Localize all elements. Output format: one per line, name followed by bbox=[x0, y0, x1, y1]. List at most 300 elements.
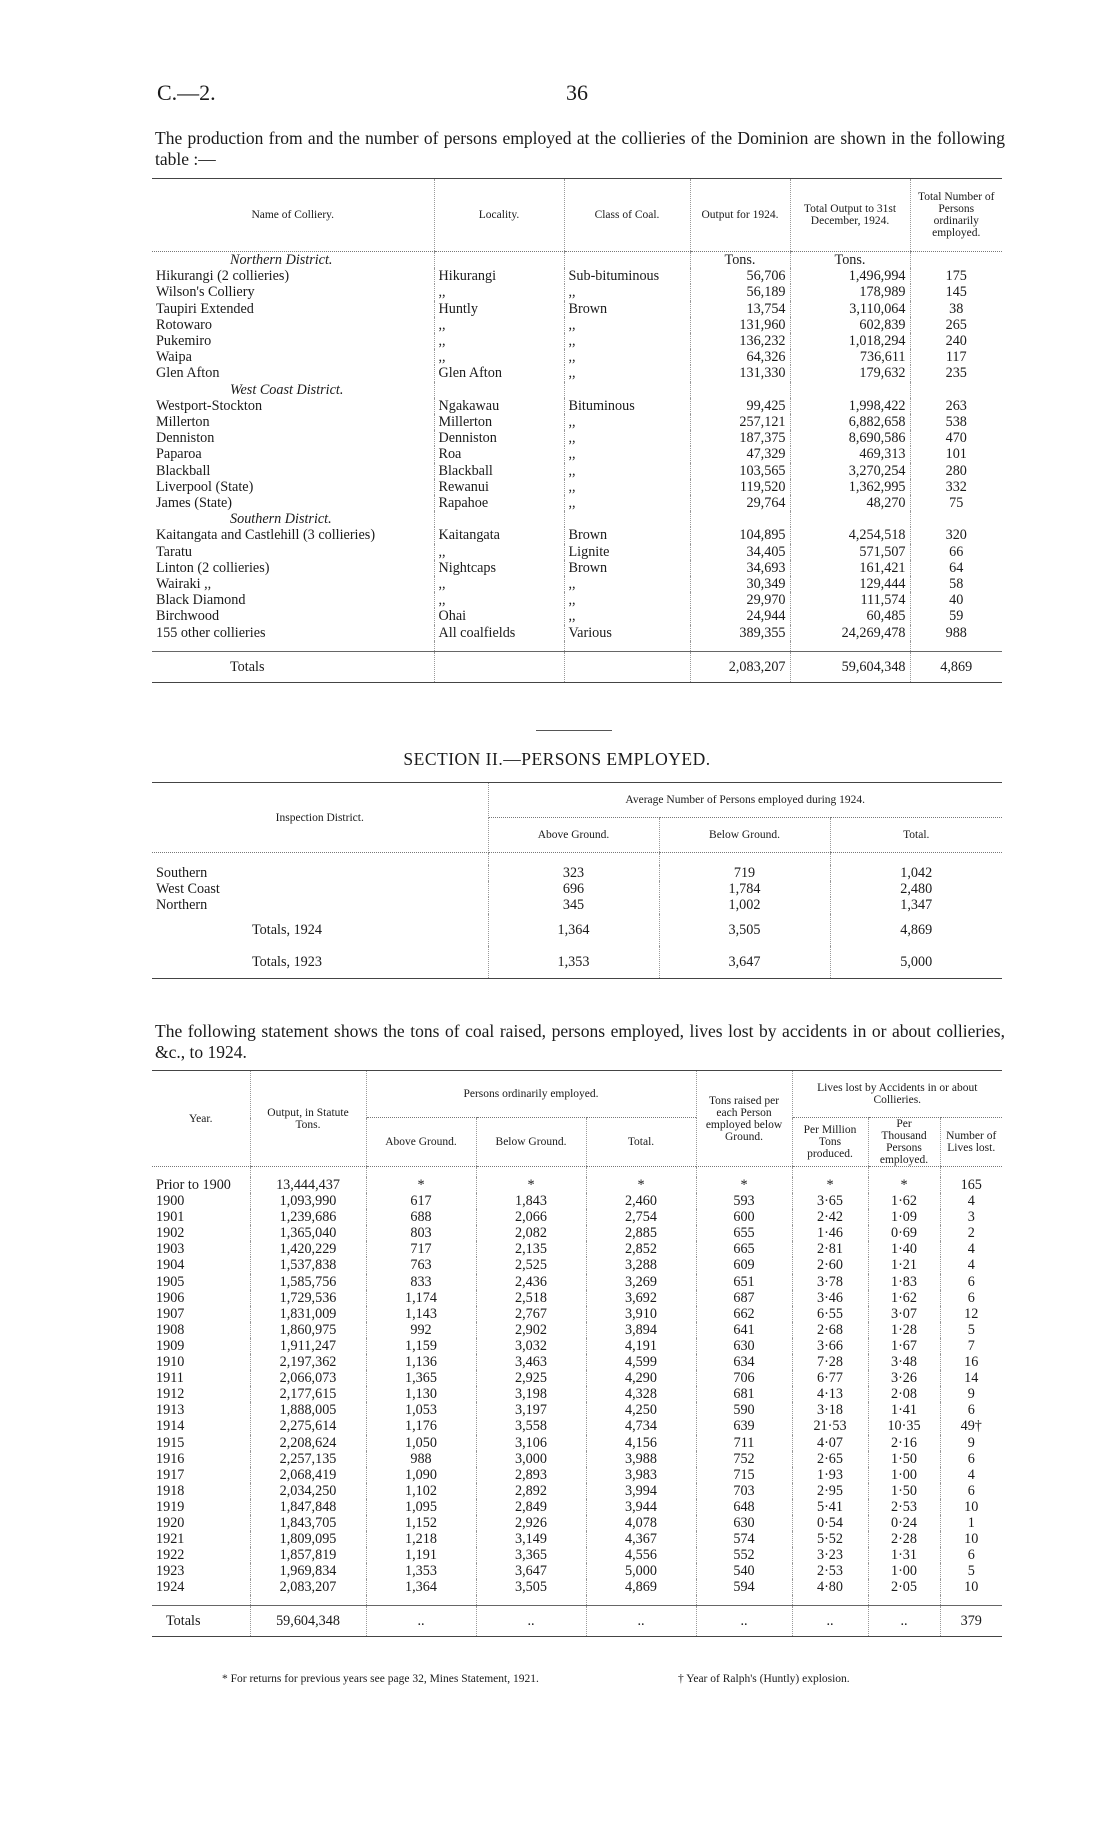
above-ground-cell: 696 bbox=[488, 881, 659, 897]
output-cell: 29,970 bbox=[690, 592, 790, 608]
tons-per-person-cell: 715 bbox=[696, 1467, 792, 1483]
coal-class-cell: Brown bbox=[564, 301, 690, 317]
district-name: Northern District. bbox=[230, 252, 333, 268]
table-row bbox=[152, 414, 1002, 430]
total-output-cell: 111,574 bbox=[790, 592, 910, 608]
table-row bbox=[152, 430, 1002, 446]
table-row bbox=[152, 1274, 1002, 1290]
lives-lost-cell: 9 bbox=[940, 1435, 1002, 1451]
total-output-cell: 4,254,518 bbox=[790, 527, 910, 543]
empty-cell bbox=[696, 1167, 792, 1178]
per-thousand-cell: 3·07 bbox=[868, 1306, 940, 1322]
per-thousand-cell: 1·50 bbox=[868, 1483, 940, 1499]
below-ground-cell: 1,843 bbox=[476, 1193, 586, 1209]
empty-cell bbox=[940, 1167, 1002, 1178]
empty-cell bbox=[830, 853, 1002, 866]
output-cell: 1,911,247 bbox=[250, 1338, 366, 1354]
empty-cell bbox=[940, 1595, 1002, 1606]
tons-per-person-cell: 552 bbox=[696, 1547, 792, 1563]
total-output-cell: 1,998,422 bbox=[790, 398, 910, 414]
above-ground-cell: 1,102 bbox=[366, 1483, 476, 1499]
total-persons-cell: 4,556 bbox=[586, 1547, 696, 1563]
output-cell: 136,232 bbox=[690, 333, 790, 349]
colliery-name-cell: Denniston bbox=[156, 430, 215, 447]
lives-lost-cell: 6 bbox=[940, 1483, 1002, 1499]
tons-per-person-cell: 600 bbox=[696, 1209, 792, 1225]
output-cell: 1,420,229 bbox=[250, 1241, 366, 1257]
table-row bbox=[152, 1499, 1002, 1515]
below-ground-cell: 3,647 bbox=[476, 1563, 586, 1579]
colliery-name-cell: Liverpool (State) bbox=[156, 478, 254, 495]
lives-lost-cell: 5 bbox=[940, 1563, 1002, 1579]
below-ground-cell: 1,002 bbox=[659, 897, 830, 913]
per-million-cell: 2·65 bbox=[792, 1451, 868, 1467]
year-cell: 1911 bbox=[156, 1370, 184, 1387]
persons-table-body bbox=[152, 853, 1002, 979]
locality-cell: ,, bbox=[434, 333, 564, 349]
coal-class-cell: ,, bbox=[564, 333, 690, 349]
tons-per-person-cell: 630 bbox=[696, 1515, 792, 1531]
empty-cell bbox=[434, 382, 564, 398]
locality-cell: ,, bbox=[434, 544, 564, 560]
output-cell: 1,729,536 bbox=[250, 1290, 366, 1306]
total-persons-cell: 3,983 bbox=[586, 1467, 696, 1483]
per-million-cell: 3·65 bbox=[792, 1193, 868, 1209]
persons-cell: 38 bbox=[910, 301, 1002, 317]
table-row bbox=[152, 1386, 1002, 1402]
empty-cell bbox=[152, 1167, 250, 1178]
empty-cell bbox=[366, 1595, 476, 1606]
coal-class-cell: ,, bbox=[564, 446, 690, 462]
tons-per-person-cell: 590 bbox=[696, 1402, 792, 1418]
per-million-cell: 2·60 bbox=[792, 1257, 868, 1273]
year-cell: 1905 bbox=[156, 1273, 185, 1290]
per-million-cell: 2·81 bbox=[792, 1241, 868, 1257]
coal-class-cell: ,, bbox=[564, 495, 690, 511]
total-cell: 1,347 bbox=[830, 897, 1002, 913]
lives-lost-cell: 16 bbox=[940, 1354, 1002, 1370]
per-million-cell: 2·95 bbox=[792, 1483, 868, 1499]
col-header-tons-per-person: Tons raised per each Person employed below Ground. bbox=[696, 1071, 792, 1167]
above-ground-cell: 1,353 bbox=[366, 1563, 476, 1579]
year-cell: 1917 bbox=[156, 1466, 185, 1483]
locality-cell: Denniston bbox=[434, 430, 564, 446]
col-header-year: Year. bbox=[152, 1071, 250, 1167]
persons-cell: 332 bbox=[910, 479, 1002, 495]
colliery-name-cell: Pukemiro bbox=[156, 333, 212, 350]
above-ground-cell: 803 bbox=[366, 1225, 476, 1241]
year-cell: 1901 bbox=[156, 1209, 185, 1226]
colliery-name-cell: Black Diamond bbox=[156, 592, 246, 609]
below-ground-cell: 2,902 bbox=[476, 1322, 586, 1338]
output-cell: 257,121 bbox=[690, 414, 790, 430]
col-header-name: Name of Colliery. bbox=[152, 179, 434, 252]
lives-lost-cell: 1 bbox=[940, 1515, 1002, 1531]
output-cell: 1,809,095 bbox=[250, 1531, 366, 1547]
lives-lost-cell: 12 bbox=[940, 1306, 1002, 1322]
total-persons-cell: 4,156 bbox=[586, 1435, 696, 1451]
year-cell: 1919 bbox=[156, 1498, 185, 1515]
tons-per-person-cell: 651 bbox=[696, 1274, 792, 1290]
empty-cell bbox=[434, 252, 564, 269]
table-row bbox=[152, 1193, 1002, 1209]
above-ground-cell: 1,174 bbox=[366, 1290, 476, 1306]
table-row bbox=[152, 1467, 1002, 1483]
lives-lost-cell: 10 bbox=[940, 1499, 1002, 1515]
above-ground-cell: 1,050 bbox=[366, 1435, 476, 1451]
total-persons-cell: .. bbox=[586, 1606, 696, 1637]
per-million-cell: 5·52 bbox=[792, 1531, 868, 1547]
output-cell: 1,888,005 bbox=[250, 1402, 366, 1418]
empty-cell bbox=[366, 1167, 476, 1178]
total-output-cell: 161,421 bbox=[790, 560, 910, 576]
per-thousand-cell: 1·83 bbox=[868, 1274, 940, 1290]
above-ground-cell: 1,364 bbox=[488, 914, 659, 946]
output-cell: 1,831,009 bbox=[250, 1306, 366, 1322]
output-cell: 99,425 bbox=[690, 398, 790, 414]
year-cell: 1912 bbox=[156, 1386, 185, 1403]
locality-cell: ,, bbox=[434, 592, 564, 608]
total-persons-cell: 4,869 bbox=[586, 1579, 696, 1595]
per-million-cell: 4·13 bbox=[792, 1386, 868, 1402]
table-row bbox=[152, 1354, 1002, 1370]
year-cell: 1916 bbox=[156, 1450, 185, 1467]
section-title: SECTION II.—PERSONS EMPLOYED. bbox=[403, 749, 711, 769]
unit-label: Tons. bbox=[690, 252, 790, 269]
total-persons-cell: 3,269 bbox=[586, 1274, 696, 1290]
per-million-cell: 2·68 bbox=[792, 1322, 868, 1338]
colliery-name-cell: Kaitangata and Castlehill (3 collieries) bbox=[156, 527, 376, 544]
total-persons-cell: 3,988 bbox=[586, 1451, 696, 1467]
per-million-cell: 3·66 bbox=[792, 1338, 868, 1354]
empty-cell bbox=[868, 1595, 940, 1606]
total-persons-cell: 4,191 bbox=[586, 1338, 696, 1354]
intro-paragraph-1: The production from and the number of persons employed at the collieries of the Dominion are shown in the following table :— bbox=[155, 128, 1005, 169]
empty-cell bbox=[152, 1595, 250, 1606]
colliery-name-cell: Taupiri Extended bbox=[156, 300, 254, 317]
below-ground-cell: 3,558 bbox=[476, 1418, 586, 1434]
total-output-cell: 571,507 bbox=[790, 544, 910, 560]
district-group-row bbox=[152, 252, 1002, 269]
per-thousand-cell: 1·00 bbox=[868, 1563, 940, 1579]
year-cell: 1918 bbox=[156, 1482, 185, 1499]
below-ground-cell: .. bbox=[476, 1606, 586, 1637]
empty-cell bbox=[659, 853, 830, 866]
lives-lost-cell: 6 bbox=[940, 1451, 1002, 1467]
below-ground-cell: 2,849 bbox=[476, 1499, 586, 1515]
below-ground-cell: 719 bbox=[659, 865, 830, 881]
total-persons-cell: 3,288 bbox=[586, 1257, 696, 1273]
unit-label: Tons. bbox=[790, 252, 910, 269]
tons-per-person-cell: .. bbox=[696, 1606, 792, 1637]
tons-per-person-cell: 634 bbox=[696, 1354, 792, 1370]
tons-per-person-cell: 641 bbox=[696, 1322, 792, 1338]
locality-cell: Ohai bbox=[434, 608, 564, 624]
below-ground-cell: 2,066 bbox=[476, 1209, 586, 1225]
lives-lost-cell: 9 bbox=[940, 1386, 1002, 1402]
below-ground-cell: 3,000 bbox=[476, 1451, 586, 1467]
table-row bbox=[152, 1370, 1002, 1386]
above-ground-cell: 1,130 bbox=[366, 1386, 476, 1402]
year-cell: 1909 bbox=[156, 1337, 185, 1354]
document-reference: C.—2. bbox=[157, 80, 216, 105]
below-ground-cell: 2,925 bbox=[476, 1370, 586, 1386]
spacer-row bbox=[152, 641, 1002, 652]
section-divider bbox=[536, 730, 612, 731]
persons-cell: 58 bbox=[910, 576, 1002, 592]
totals-cell: 59,604,348 bbox=[790, 651, 910, 682]
output-cell: 1,093,990 bbox=[250, 1193, 366, 1209]
output-cell: 2,275,614 bbox=[250, 1418, 366, 1434]
table-row bbox=[152, 1209, 1002, 1225]
spacer-row bbox=[152, 853, 1002, 866]
per-thousand-cell: 2·05 bbox=[868, 1579, 940, 1595]
tons-per-person-cell: 648 bbox=[696, 1499, 792, 1515]
above-ground-cell: 1,143 bbox=[366, 1306, 476, 1322]
per-thousand-cell: 3·48 bbox=[868, 1354, 940, 1370]
table-row bbox=[152, 495, 1002, 511]
below-ground-cell: 2,436 bbox=[476, 1274, 586, 1290]
per-million-cell: 0·54 bbox=[792, 1515, 868, 1531]
empty-cell bbox=[152, 853, 488, 866]
colliery-name-cell: Hikurangi (2 collieries) bbox=[156, 268, 290, 285]
tons-per-person-cell: 574 bbox=[696, 1531, 792, 1547]
year-cell: Prior to 1900 bbox=[156, 1177, 231, 1193]
lives-lost-cell: 14 bbox=[940, 1370, 1002, 1386]
below-ground-cell: 2,926 bbox=[476, 1515, 586, 1531]
empty-cell bbox=[250, 1167, 366, 1178]
lives-lost-cell: 4 bbox=[940, 1257, 1002, 1273]
below-ground-cell: 3,463 bbox=[476, 1354, 586, 1370]
total-output-cell: 469,313 bbox=[790, 446, 910, 462]
lives-lost-cell: 4 bbox=[940, 1241, 1002, 1257]
total-persons-cell: 2,460 bbox=[586, 1193, 696, 1209]
year-cell: 1908 bbox=[156, 1321, 185, 1338]
above-ground-cell: * bbox=[366, 1177, 476, 1193]
col-header-above-ground: Above Ground. bbox=[366, 1118, 476, 1167]
total-persons-cell: 3,894 bbox=[586, 1322, 696, 1338]
per-million-cell: 6·77 bbox=[792, 1370, 868, 1386]
per-million-cell: * bbox=[792, 1177, 868, 1193]
coal-class-cell: ,, bbox=[564, 317, 690, 333]
colliery-name-cell: Millerton bbox=[156, 414, 210, 431]
per-million-cell: 21·53 bbox=[792, 1418, 868, 1434]
col-header-per-million: Per Million Tons produced. bbox=[792, 1118, 868, 1167]
table-row bbox=[152, 446, 1002, 462]
lives-lost-cell: 10 bbox=[940, 1531, 1002, 1547]
empty-cell bbox=[564, 641, 690, 652]
empty-cell bbox=[690, 382, 790, 398]
coal-class-cell: Lignite bbox=[564, 544, 690, 560]
empty-cell bbox=[564, 252, 690, 269]
lives-lost-cell: 6 bbox=[940, 1274, 1002, 1290]
per-million-cell: 3·18 bbox=[792, 1402, 868, 1418]
per-thousand-cell: 1·40 bbox=[868, 1241, 940, 1257]
output-cell: 1,847,848 bbox=[250, 1499, 366, 1515]
below-ground-cell: 1,784 bbox=[659, 881, 830, 897]
coal-class-cell: ,, bbox=[564, 576, 690, 592]
col-header-above: Above Ground. bbox=[488, 818, 659, 853]
output-cell: 1,239,686 bbox=[250, 1209, 366, 1225]
per-thousand-cell: 1·00 bbox=[868, 1467, 940, 1483]
colliery-name-cell: Waipa bbox=[156, 349, 192, 366]
year-cell: 1924 bbox=[156, 1579, 185, 1596]
per-million-cell: 6·55 bbox=[792, 1306, 868, 1322]
col-header-below-ground: Below Ground. bbox=[476, 1118, 586, 1167]
output-cell: 24,944 bbox=[690, 608, 790, 624]
table-row bbox=[152, 592, 1002, 608]
table-row bbox=[152, 1338, 1002, 1354]
total-cell: 4,869 bbox=[830, 914, 1002, 946]
lives-lost-cell: 6 bbox=[940, 1290, 1002, 1306]
lives-lost-cell: 165 bbox=[940, 1177, 1002, 1193]
district-cell: West Coast bbox=[156, 881, 220, 898]
output-cell: 13,444,437 bbox=[250, 1177, 366, 1193]
table-row bbox=[152, 865, 1002, 881]
spacer-row bbox=[152, 1595, 1002, 1606]
output-cell: 2,066,073 bbox=[250, 1370, 366, 1386]
per-million-cell: 3·78 bbox=[792, 1274, 868, 1290]
per-thousand-cell: 2·28 bbox=[868, 1531, 940, 1547]
below-ground-cell: 2,518 bbox=[476, 1290, 586, 1306]
per-thousand-cell: 1·28 bbox=[868, 1322, 940, 1338]
per-thousand-cell: 1·21 bbox=[868, 1257, 940, 1273]
footnote-star: * For returns for previous years see page 32, Mines Statement, 1921. bbox=[222, 1673, 539, 1685]
colliery-name-cell: Taratu bbox=[156, 543, 193, 560]
tons-per-person-cell: 752 bbox=[696, 1451, 792, 1467]
per-million-cell: 3·23 bbox=[792, 1547, 868, 1563]
persons-cell: 75 bbox=[910, 495, 1002, 511]
col-header-average: Average Number of Persons employed during 1924. bbox=[488, 783, 1002, 818]
year-cell: 1900 bbox=[156, 1193, 185, 1210]
total-persons-cell: 4,734 bbox=[586, 1418, 696, 1434]
output-cell: 1,843,705 bbox=[250, 1515, 366, 1531]
col-header-class: Class of Coal. bbox=[564, 179, 690, 252]
coal-class-cell: Bituminous bbox=[564, 398, 690, 414]
table-row bbox=[152, 284, 1002, 300]
persons-cell: 265 bbox=[910, 317, 1002, 333]
year-cell: 1904 bbox=[156, 1257, 185, 1274]
coal-class-cell: ,, bbox=[564, 430, 690, 446]
persons-cell: 117 bbox=[910, 349, 1002, 365]
totals-cell: 4,869 bbox=[910, 651, 1002, 682]
coal-class-cell: ,, bbox=[564, 414, 690, 430]
per-thousand-cell: 1·50 bbox=[868, 1451, 940, 1467]
table-row bbox=[152, 1402, 1002, 1418]
empty-cell bbox=[910, 641, 1002, 652]
colliery-name-cell: James (State) bbox=[156, 495, 233, 512]
table-row bbox=[152, 560, 1002, 576]
above-ground-cell: 617 bbox=[366, 1193, 476, 1209]
locality-cell: Ngakawau bbox=[434, 398, 564, 414]
table-row bbox=[152, 1563, 1002, 1579]
coal-class-cell: ,, bbox=[564, 365, 690, 381]
empty-cell bbox=[690, 641, 790, 652]
empty-cell bbox=[476, 1595, 586, 1606]
output-cell: 56,706 bbox=[690, 268, 790, 284]
total-persons-cell: 2,852 bbox=[586, 1241, 696, 1257]
output-cell: 34,693 bbox=[690, 560, 790, 576]
output-cell: 34,405 bbox=[690, 544, 790, 560]
table-row bbox=[152, 463, 1002, 479]
lives-lost-cell: 4 bbox=[940, 1193, 1002, 1209]
below-ground-cell: 3,197 bbox=[476, 1402, 586, 1418]
per-thousand-cell: 1·09 bbox=[868, 1209, 940, 1225]
below-ground-cell: 2,135 bbox=[476, 1241, 586, 1257]
district-cell: Southern bbox=[156, 865, 208, 881]
output-cell: 64,326 bbox=[690, 349, 790, 365]
per-thousand-cell: 1·62 bbox=[868, 1290, 940, 1306]
total-persons-cell: 4,599 bbox=[586, 1354, 696, 1370]
col-header-output-tons: Output, in Statute Tons. bbox=[250, 1071, 366, 1167]
above-ground-cell: 763 bbox=[366, 1257, 476, 1273]
output-cell: 187,375 bbox=[690, 430, 790, 446]
output-cell: 2,197,362 bbox=[250, 1354, 366, 1370]
coal-class-cell: ,, bbox=[564, 608, 690, 624]
above-ground-cell: 1,364 bbox=[366, 1579, 476, 1595]
above-ground-cell: 1,095 bbox=[366, 1499, 476, 1515]
year-cell: 1920 bbox=[156, 1514, 185, 1531]
output-cell: 1,585,756 bbox=[250, 1274, 366, 1290]
totals-cell: 2,083,207 bbox=[690, 651, 790, 682]
above-ground-cell: 1,191 bbox=[366, 1547, 476, 1563]
table-row bbox=[152, 317, 1002, 333]
total-output-cell: 48,270 bbox=[790, 495, 910, 511]
lives-lost-cell: 49† bbox=[940, 1418, 1002, 1434]
year-cell: 1903 bbox=[156, 1241, 185, 1258]
empty-cell bbox=[790, 641, 910, 652]
locality-cell: ,, bbox=[434, 284, 564, 300]
above-ground-cell: 717 bbox=[366, 1241, 476, 1257]
total-output-cell: 8,690,586 bbox=[790, 430, 910, 446]
table-row bbox=[152, 897, 1002, 913]
total-output-cell: 3,110,064 bbox=[790, 301, 910, 317]
spacer-row bbox=[152, 1167, 1002, 1178]
per-million-cell: 7·28 bbox=[792, 1354, 868, 1370]
col-header-persons-employed: Persons ordinarily employed. bbox=[366, 1071, 696, 1118]
district-group-row bbox=[152, 511, 1002, 527]
output-cell: 2,257,135 bbox=[250, 1451, 366, 1467]
output-cell: 2,208,624 bbox=[250, 1435, 366, 1451]
tons-per-person-cell: 609 bbox=[696, 1257, 792, 1273]
empty-cell bbox=[476, 1167, 586, 1178]
persons-cell: 240 bbox=[910, 333, 1002, 349]
above-ground-cell: 988 bbox=[366, 1451, 476, 1467]
year-cell: 1913 bbox=[156, 1402, 185, 1419]
total-cell: 2,480 bbox=[830, 881, 1002, 897]
output-cell: 13,754 bbox=[690, 301, 790, 317]
output-cell: 2,068,419 bbox=[250, 1467, 366, 1483]
output-cell: 30,349 bbox=[690, 576, 790, 592]
persons-cell: 538 bbox=[910, 414, 1002, 430]
below-ground-cell: 3,149 bbox=[476, 1531, 586, 1547]
total-output-cell: 60,485 bbox=[790, 608, 910, 624]
table-row bbox=[152, 527, 1002, 543]
empty-cell bbox=[586, 1167, 696, 1178]
district-name: West Coast District. bbox=[230, 381, 344, 398]
tons-per-person-cell: 593 bbox=[696, 1193, 792, 1209]
lives-lost-cell: 4 bbox=[940, 1467, 1002, 1483]
above-ground-cell: 1,159 bbox=[366, 1338, 476, 1354]
persons-cell: 320 bbox=[910, 527, 1002, 543]
total-persons-cell: 2,754 bbox=[586, 1209, 696, 1225]
persons-cell: 988 bbox=[910, 625, 1002, 641]
above-ground-cell: 345 bbox=[488, 897, 659, 913]
per-thousand-cell: 10·35 bbox=[868, 1418, 940, 1434]
table-row bbox=[152, 1418, 1002, 1434]
coal-class-cell: Sub-bituminous bbox=[564, 268, 690, 284]
col-header-output: Output for 1924. bbox=[690, 179, 790, 252]
